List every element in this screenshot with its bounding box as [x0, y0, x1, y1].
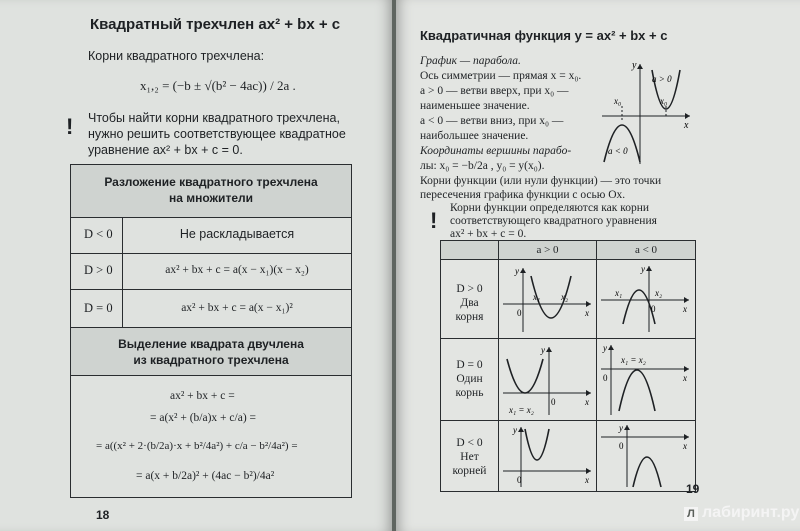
svg-text:0: 0 [551, 397, 556, 407]
svg-text:0: 0 [517, 475, 522, 485]
svg-text:y: y [619, 423, 623, 433]
graph-x0-left: x₀ [614, 96, 622, 106]
col-header-a-neg: a < 0 [634, 244, 658, 256]
watermark: Л лабиринт.ру [684, 504, 799, 522]
parabola-graph [596, 58, 696, 168]
roots-formula: x₁,₂ = (−b ± √(b² − 4ac)) / 2a . [140, 78, 296, 93]
graph-x0-right: x₀ [660, 96, 668, 106]
svg-text:0: 0 [651, 304, 656, 314]
exclamation-icon: ! [66, 114, 74, 139]
svg-text:y: y [603, 343, 607, 353]
roots-heading: Корни квадратного трехчлена: [88, 49, 265, 63]
svg-text:x: x [585, 397, 589, 407]
square-line-4: = a(x + b/2a)² + (4ac − b²)/4a² [136, 470, 275, 482]
svg-text:0: 0 [619, 441, 624, 451]
watermark-logo-icon: Л [684, 507, 698, 521]
svg-text:x: x [683, 304, 687, 314]
square-section-header: Выделение квадрата двучлена из квадратного трехчлена [118, 337, 304, 367]
note-line-1: Чтобы найти корни квадратного трехчлена, [88, 111, 340, 125]
factor-row-1-value: Не раскладывается [179, 227, 295, 241]
svg-text:y: y [515, 266, 519, 276]
svg-text:x₁: x₁ [615, 288, 623, 298]
graph-no-roots-down [597, 421, 695, 491]
row-1-label: D > 0 Два корня [455, 283, 484, 323]
svg-text:x: x [683, 373, 687, 383]
graph-description: График — парабола. Ось симметрии — прямая x = x₀. a > 0 — ветви вверх, при x₀ — наименьшее значение. a < 0 — ветви вниз, при x₀ — наибольшее значение. Координаты вершины парабо- лы: x₀ = −b/2a , y₀ = y(x₀). [420, 55, 582, 172]
svg-text:x₂: x₂ [561, 292, 569, 302]
graph-two-roots-down [597, 260, 695, 338]
right-page-number: 19 [686, 482, 700, 496]
svg-text:0: 0 [603, 373, 608, 383]
left-page [0, 0, 392, 531]
svg-text:x₂: x₂ [655, 288, 663, 298]
svg-text:y: y [641, 264, 645, 274]
left-page-title: Квадратный трехчлен ax² + bx + c [90, 16, 341, 33]
square-line-1: ax² + bx + c = [170, 390, 235, 402]
note-line-2: нужно решить соответствующее квадратное [88, 127, 346, 141]
svg-text:0: 0 [517, 308, 522, 318]
svg-text:x₁ = x₂: x₁ = x₂ [509, 405, 534, 415]
factor-row-2-value: ax² + bx + c = a(x − x₁)(x − x₂) [165, 264, 309, 276]
svg-text:x: x [585, 308, 589, 318]
right-page-title: Квадратичная функция y = ax² + bx + c [420, 28, 668, 43]
row-3-label: D < 0 Нет корней [452, 437, 487, 477]
roots-definition: Корни функции (или нули функции) — это точки пересечения графика функции с осью Ox. [420, 175, 662, 201]
graph-x-label: x [684, 120, 689, 131]
note-line-3: уравнение ax² + bx + c = 0. [88, 143, 243, 157]
svg-text:x₁: x₁ [533, 292, 541, 302]
factor-table-header: Разложение квадратного трехчлена на множители [104, 175, 318, 205]
graph-one-root-down [597, 339, 695, 420]
roots-note: Корни функции определяются как корни соответствующего квадратного уравнения ax² + bx + c = 0. [450, 202, 657, 240]
svg-text:x₁ = x₂: x₁ = x₂ [621, 355, 646, 365]
factor-row-3-value: ax² + bx + c = a(x − x₁)² [181, 302, 293, 314]
factor-row-1-cond: D < 0 [84, 227, 113, 241]
graph-a-neg-label: a < 0 [608, 146, 628, 156]
graph-one-root-up [499, 339, 596, 420]
square-line-3: = a((x² + 2·(b/2a)·x + b²/4a²) + c/a − b²/4a²) = [96, 440, 298, 452]
graph-a-pos-label: a > 0 [652, 74, 672, 84]
svg-text:y: y [513, 425, 517, 435]
graph-y-label: y [632, 60, 637, 71]
graph-no-roots-up [499, 421, 596, 491]
svg-text:x: x [683, 441, 687, 451]
factor-row-3-cond: D = 0 [84, 301, 113, 315]
exclamation-icon: ! [430, 208, 438, 233]
graph-two-roots-up [499, 260, 596, 338]
factor-row-2-cond: D > 0 [84, 263, 113, 277]
col-header-a-pos: a > 0 [536, 244, 559, 256]
square-line-2: = a(x² + (b/a)x + c/a) = [150, 412, 257, 424]
svg-text:y: y [541, 345, 545, 355]
right-page [396, 0, 800, 531]
svg-text:x: x [585, 475, 589, 485]
left-page-number: 18 [96, 508, 110, 522]
row-2-label: D = 0 Один корнь [455, 359, 484, 399]
